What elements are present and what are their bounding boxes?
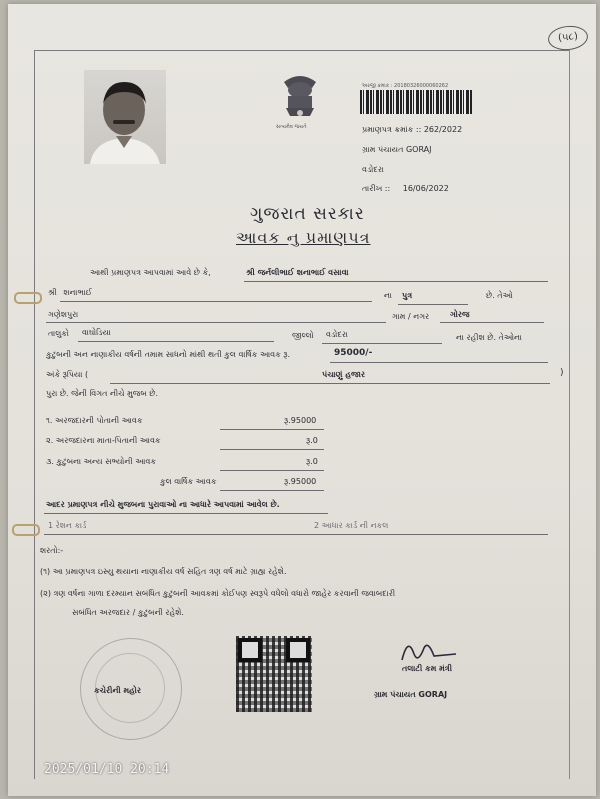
relation-label: ના bbox=[384, 291, 392, 300]
note-1: (૧) આ પ્રમાણપત્ર ઇસ્યુ થયાના નાણાકીય વર્ષ સહિત ત્રણ વર્ષ માટે ગ્રાહ્ય રહેશે. bbox=[40, 567, 287, 576]
income-total-label: કુલ વાર્ષિક આવક bbox=[160, 477, 217, 486]
issue-date: 16/06/2022 bbox=[402, 184, 449, 193]
qr-code bbox=[236, 636, 312, 712]
underline bbox=[220, 429, 324, 430]
income-row-value: રૂ.95000 bbox=[284, 416, 317, 425]
underline bbox=[220, 449, 324, 450]
district-label: જીલ્લો bbox=[292, 331, 314, 340]
state-emblem-icon bbox=[272, 68, 328, 134]
panchayat-name: GORAJ bbox=[405, 145, 432, 154]
total-income: 95000/- bbox=[334, 348, 373, 358]
header-district: વડોદરા bbox=[362, 165, 384, 174]
applicant-photo bbox=[84, 70, 166, 164]
father-prefix: શ્રી bbox=[48, 288, 57, 297]
underline bbox=[110, 383, 550, 384]
underline bbox=[440, 322, 544, 323]
underline bbox=[322, 343, 442, 344]
underline bbox=[60, 301, 372, 302]
residence-suffix: છે. તેઓ bbox=[486, 291, 513, 300]
certificate-number: 262/2022 bbox=[423, 125, 463, 134]
page-mark: (૫૮) bbox=[547, 24, 589, 52]
village-value: ગોરજ bbox=[450, 310, 470, 319]
father-name: શનાભાઈ bbox=[63, 288, 92, 297]
income-row-label: ૧. અરજદારની પોતાની આવક bbox=[46, 416, 143, 425]
signature-mark bbox=[394, 632, 464, 668]
underline bbox=[44, 513, 328, 514]
underline bbox=[44, 534, 548, 535]
underline bbox=[330, 362, 548, 363]
income-row-label: ૩. કુટુંબના અન્ય સભ્યોની આવક bbox=[46, 457, 157, 466]
emblem-caption: સત્યમેવ જયતે bbox=[276, 124, 307, 130]
signatory-office: ગ્રામ પંચાયત GORAJ bbox=[374, 690, 448, 699]
taluka-label: તાલુકો bbox=[48, 329, 69, 338]
resident-suffix: ના રહીશ છે. તેઓના bbox=[456, 333, 522, 342]
father-row bbox=[48, 288, 92, 298]
underline bbox=[398, 304, 468, 305]
income-total-value: રૂ.95000 bbox=[284, 477, 317, 486]
note-2: (૨) ત્રણ વર્ષના ગાળા દરમ્યાન સબંધિત કુટુંબની આવકમાં કોઈપણ સ્વરૂપે વધેલો વધારો જાહેર કરવાની જવાબદારી bbox=[40, 589, 396, 598]
income-row-label: ૨. અરજદારના માતા-પિતાની આવક bbox=[46, 436, 161, 445]
underline bbox=[220, 470, 324, 471]
underline bbox=[78, 341, 274, 342]
evidence-heading: આદર પ્રમાણપત્ર નીચે મુજબના પુરાવાઓ ના આધારે આપવામાં આવેલ છે. bbox=[46, 500, 280, 509]
certificate-title: આવક નુ પ્રમાણપત્ર bbox=[236, 228, 371, 247]
certificate-number-label: પ્રમાણપત્ર ક્રમાંક :: bbox=[362, 125, 422, 134]
village-label: ગામ / નગર bbox=[392, 312, 430, 321]
applicant-name: શ્રી જર્નલીભાઈ શનાભાઈ વસાવા bbox=[246, 268, 349, 277]
seal-label: કચેરીની મહોર bbox=[94, 686, 141, 695]
intro-text: આથી પ્રમાણપત્ર આપવામાં આવે છે કે, bbox=[90, 268, 211, 277]
evidence-item: 1 રેશન કાર્ડ bbox=[48, 521, 87, 530]
underline bbox=[244, 281, 548, 282]
signatory-title: તલાટી કમ મંત્રી bbox=[402, 664, 452, 673]
district-value: વડોદરા bbox=[326, 330, 348, 339]
note-2-continued: સબંધિત અરજદાર / કુટુંબની રહેશે. bbox=[72, 608, 184, 617]
photo-timestamp: 2025/01/10 20:14 bbox=[44, 762, 170, 777]
government-title: ગુજરાત સરકાર bbox=[250, 204, 365, 224]
evidence-item: 2 આધાર કાર્ડ ની નકલ bbox=[314, 521, 389, 530]
date-row bbox=[362, 184, 449, 194]
barcode bbox=[360, 90, 472, 114]
underline bbox=[46, 322, 386, 323]
panchayat-row bbox=[362, 145, 432, 155]
underline bbox=[220, 490, 324, 491]
notes-heading: શરતો:- bbox=[40, 546, 64, 555]
relation-value: પુત્ર bbox=[402, 291, 413, 300]
binder-ring-top bbox=[14, 292, 42, 304]
barcode-caption: અરજી ક્રમાંક : 20180326000060262 bbox=[362, 83, 449, 89]
address-value: ગણેશપુરા bbox=[48, 310, 79, 319]
income-row-value: રૂ.0 bbox=[306, 436, 318, 445]
income-row-value: રૂ.0 bbox=[306, 457, 318, 466]
amount-words: પંચાણું હજાર bbox=[322, 370, 366, 379]
income-sentence: કુટુંબની અન નાણાકીય વર્ષની તમામ સાધનો માંથી થતી કુલ વાર્ષિક આવક રૂ. bbox=[46, 350, 291, 359]
binder-ring-bottom bbox=[12, 524, 40, 536]
amount-words-suffix: ) bbox=[560, 368, 564, 378]
certificate-number-row bbox=[362, 125, 462, 135]
date-label: તારીખ :: bbox=[362, 184, 391, 193]
amount-words-prefix: અંકે રૂપિયા ( bbox=[46, 370, 89, 379]
detail-line: પુરા છે. જેની વિગત નીચે મુજબ છે. bbox=[46, 389, 159, 398]
taluka-value: વાઘોડિયા bbox=[82, 328, 111, 337]
panchayat-label: ગ્રામ પંચાયત bbox=[362, 145, 404, 154]
